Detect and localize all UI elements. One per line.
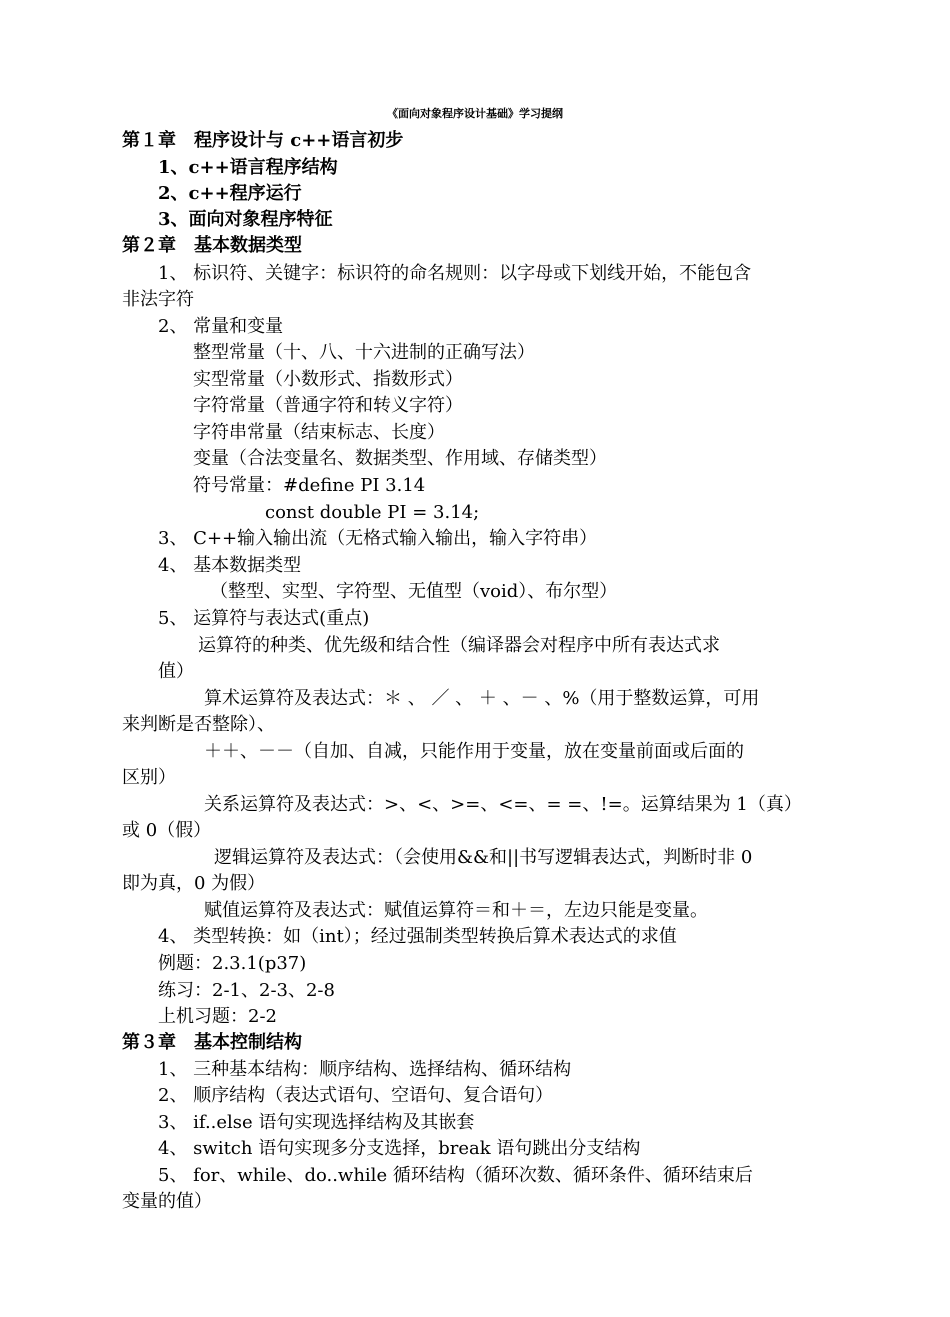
ch2-op-2b: 来判断是否整除）、 (122, 714, 275, 735)
ch2-op-5a: 逻辑运算符及表达式：（会使用&&和||书写逻辑表达式，判断时非 0 (214, 847, 753, 868)
ch2-const-4: 字符串常量（结束标志、长度） (193, 422, 445, 443)
ch2-line-5: 5、 运算符与表达式(重点) (158, 608, 370, 629)
ch2-line-3: 3、 C++输入输出流（无格式输入输出，输入字符串） (158, 528, 598, 549)
ch3-line-1: 1、 三种基本结构：顺序结构、选择结构、循环结构 (158, 1059, 572, 1080)
ch2-const-2: 实型常量（小数形式、指数形式） (193, 369, 463, 390)
ch3-line-5b: 变量的值） (122, 1191, 212, 1212)
ch2-op-4b: 或 0（假） (122, 820, 212, 841)
chapter-1-heading: 第１章 程序设计与 c++语言初步 (122, 130, 404, 151)
ch2-line-6: 4、 类型转换：如（int）；经过强制类型转换后算术表达式的求值 (158, 926, 677, 947)
ch2-op-5b: 即为真，0 为假） (122, 873, 266, 894)
ch1-item-1: 1、c++语言程序结构 (158, 157, 338, 178)
ch3-line-2: 2、 顺序结构（表达式语句、空语句、复合语句） (158, 1085, 554, 1106)
ch1-item-3: 3、面向对象程序特征 (158, 209, 333, 230)
ch3-line-3: 3、 if..else 语句实现选择结构及其嵌套 (158, 1112, 475, 1133)
ch2-op-4a: 关系运算符及表达式：>、<、>=、<=、= =、!=。运算结果为 1（真） (204, 794, 802, 815)
ch2-op-1a: 运算符的种类、优先级和结合性（编译器会对程序中所有表达式求 (198, 635, 720, 656)
ch2-line-1a: 1、 标识符、关键字：标识符的命名规则：以字母或下划线开始，不能包含 (158, 263, 752, 284)
ch2-example: 例题：2.3.1(p37) (158, 953, 307, 974)
ch2-op-6: 赋值运算符及表达式：赋值运算符＝和＋＝，左边只能是变量。 (204, 900, 708, 921)
document-title: 《面向对象程序设计基础》学习提纲 (387, 107, 563, 120)
ch3-line-5a: 5、 for、while、do..while 循环结构（循环次数、循环条件、循环结束后 (158, 1165, 753, 1186)
ch2-line-1b: 非法字符 (122, 289, 194, 310)
ch2-const-6: 符号常量：#define PI 3.14 (193, 475, 426, 496)
ch2-line-4b: （整型、实型、字符型、无值型（void）、布尔型） (210, 581, 618, 602)
ch2-line-2: 2、 常量和变量 (158, 316, 284, 337)
ch2-op-3b: 区别） (122, 767, 176, 788)
ch2-line-4: 4、 基本数据类型 (158, 555, 302, 576)
ch2-op-3a: ＋＋、－－（自加、自减，只能作用于变量，放在变量前面或后面的 (204, 741, 744, 762)
chapter-3-heading: 第３章 基本控制结构 (122, 1032, 302, 1053)
ch2-op-1b: 值） (158, 661, 194, 682)
ch1-item-2: 2、c++程序运行 (158, 183, 302, 204)
ch2-lab-exercise: 上机习题：2-2 (158, 1006, 277, 1027)
ch2-const-1: 整型常量（十、八、十六进制的正确写法） (193, 342, 535, 363)
ch3-line-4: 4、 switch 语句实现多分支选择，break 语句跳出分支结构 (158, 1138, 641, 1159)
chapter-2-heading: 第２章 基本数据类型 (122, 235, 302, 256)
ch2-exercise: 练习：2-1、2-3、2-8 (158, 980, 335, 1001)
ch2-const-3: 字符常量（普通字符和转义字符） (193, 395, 463, 416)
ch2-const-7: const double PI = 3.14; (265, 502, 480, 523)
ch2-op-2a: 算术运算符及表达式：＊ 、 ／ 、 ＋ 、－ 、%（用于整数运算，可用 (204, 688, 760, 709)
ch2-const-5: 变量（合法变量名、数据类型、作用域、存储类型） (193, 448, 607, 469)
